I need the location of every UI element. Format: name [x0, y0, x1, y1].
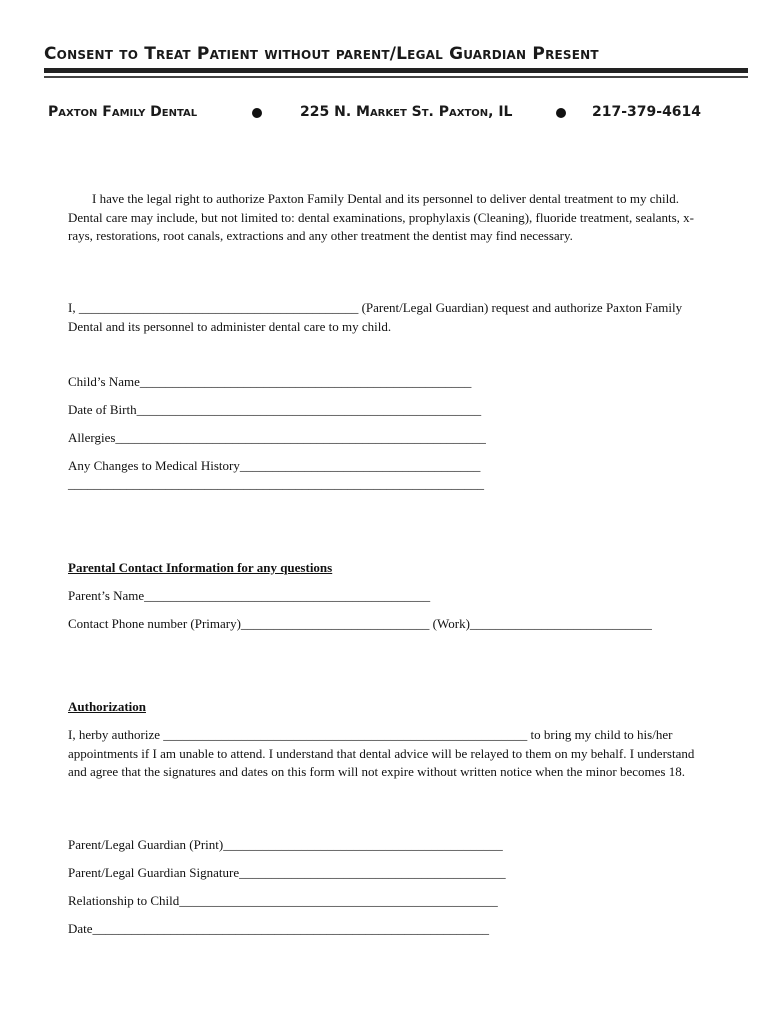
- practice-phone: 217-379-4614: [592, 104, 702, 120]
- relationship-field[interactable]: Relationship to Child_________________________________________________: [68, 893, 498, 908]
- childs-name-field[interactable]: Child’s Name___________________________________________________: [68, 374, 472, 389]
- bullet-icon: [556, 108, 566, 118]
- bullet-icon: [252, 108, 262, 118]
- parents-name-field[interactable]: Parent’s Name____________________________________________: [68, 588, 431, 603]
- guardian-signature-field[interactable]: Parent/Legal Guardian Signature_________________________________________: [68, 865, 506, 880]
- contact-phone-field[interactable]: Contact Phone number (Primary)_____________________________ (Work)____________________________: [68, 616, 652, 631]
- authorization-heading: Authorization: [68, 699, 146, 714]
- medical-history-field-continued[interactable]: ________________________________________________________________: [68, 476, 484, 491]
- guardian-authorization-statement[interactable]: I, ___________________________________________ (Parent/Legal Guardian) request and authorize Paxton Family Dental and its personnel to administer dental care to my child.: [68, 300, 683, 334]
- title-rule-thin: [44, 76, 748, 78]
- practice-address: 225 N. Market St. Paxton, IL: [300, 104, 513, 120]
- date-field[interactable]: Date_____________________________________________________________: [68, 921, 490, 936]
- practice-header: [0, 104, 770, 126]
- page-title: Consent to Treat Patient without parent/Legal Guardian Present: [44, 44, 599, 64]
- contact-section-heading: Parental Contact Information for any questions: [68, 560, 333, 575]
- authorization-paragraph[interactable]: I, herby authorize ________________________________________________________ to bring my child to his/her appointments if I am unable to attend. I understand that dental advice will be relayed to them on my behalf. I understand and agree that the signatures and dates on this form will not expire without written notice when the minor becomes 18.: [68, 727, 695, 779]
- intro-paragraph: I have the legal right to authorize Paxton Family Dental and its personnel to deliver dental treatment to my child. Dental care may include, but not limited to: dental examinations, prophylaxis (Cleaning), fluoride treatment, sealants, x-rays, restorations, root canals, extractions and any other treatment the dentist may find necessary.: [68, 191, 694, 243]
- allergies-field[interactable]: Allergies_________________________________________________________: [68, 430, 486, 445]
- date-of-birth-field[interactable]: Date of Birth_____________________________________________________: [68, 402, 482, 417]
- guardian-print-field[interactable]: Parent/Legal Guardian (Print)___________________________________________: [68, 837, 503, 852]
- practice-name: Paxton Family Dental: [48, 104, 198, 120]
- medical-history-field[interactable]: Any Changes to Medical History_____________________________________: [68, 458, 481, 473]
- title-rule-thick: [44, 68, 748, 73]
